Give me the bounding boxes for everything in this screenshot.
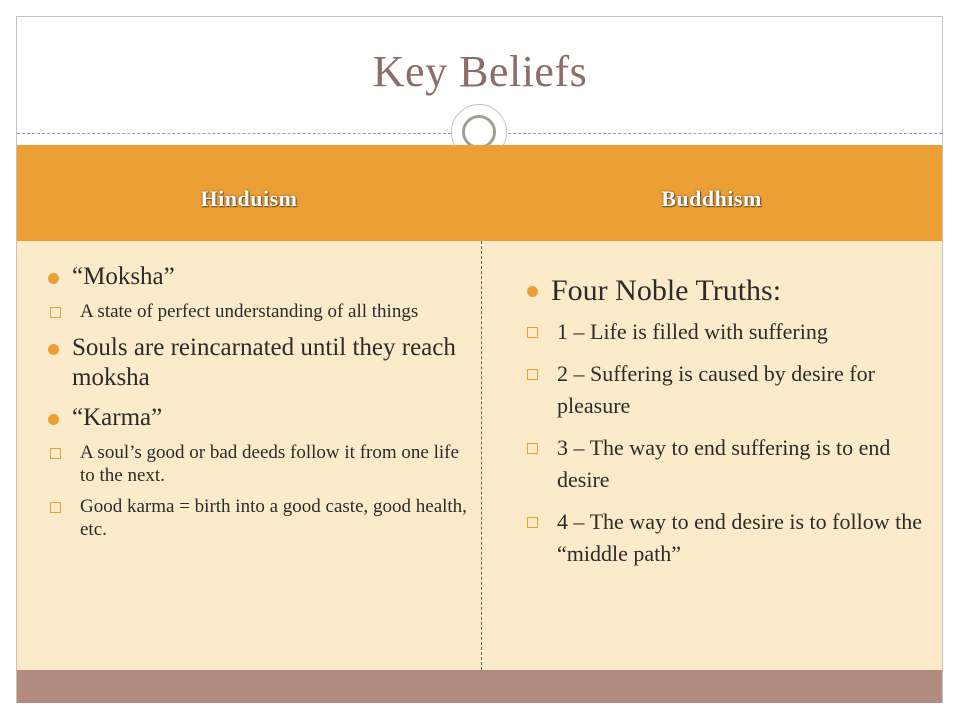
bullet-square-icon — [50, 307, 61, 318]
list-item: A soul’s good or bad deeds follow it from one life to the next. — [50, 441, 468, 487]
list-item: Good karma = birth into a good caste, good health, etc. — [50, 495, 468, 541]
list-item: 3 – The way to end suffering is to end desire — [527, 432, 927, 496]
header-hinduism: Hinduism — [200, 186, 298, 211]
bullet-square-icon — [527, 443, 538, 454]
column-divider — [481, 241, 482, 670]
slide-title: Key Beliefs — [372, 47, 588, 96]
bullet-square-icon — [527, 369, 538, 380]
bullet-dot-icon — [48, 414, 59, 425]
bullet-square-icon — [50, 502, 61, 513]
list-item: A state of perfect understanding of all things — [50, 300, 468, 323]
header-buddhism: Buddhism — [661, 186, 762, 211]
bullet-square-icon — [527, 517, 538, 528]
list-item: Four Noble Truths: — [527, 274, 927, 308]
list-item: “Moksha” — [48, 262, 468, 292]
list-item: 4 – The way to end desire is to follow the “middle path” — [527, 506, 927, 570]
bullet-square-icon — [50, 448, 61, 459]
hinduism-column — [48, 262, 468, 541]
list-item: Souls are reincarnated until they reach moksha — [48, 333, 468, 393]
ring-ornament-inner-icon — [462, 115, 496, 149]
bullet-dot-icon — [48, 344, 59, 355]
bullet-dot-icon — [48, 273, 59, 284]
list-item: 1 – Life is filled with suffering — [527, 316, 927, 348]
buddhism-column — [527, 274, 927, 570]
footer-band — [17, 670, 942, 703]
list-item: 2 – Suffering is caused by desire for pleasure — [527, 358, 927, 422]
bullet-dot-icon — [527, 286, 538, 297]
bullet-square-icon — [527, 327, 538, 338]
list-item: “Karma” — [48, 403, 468, 433]
